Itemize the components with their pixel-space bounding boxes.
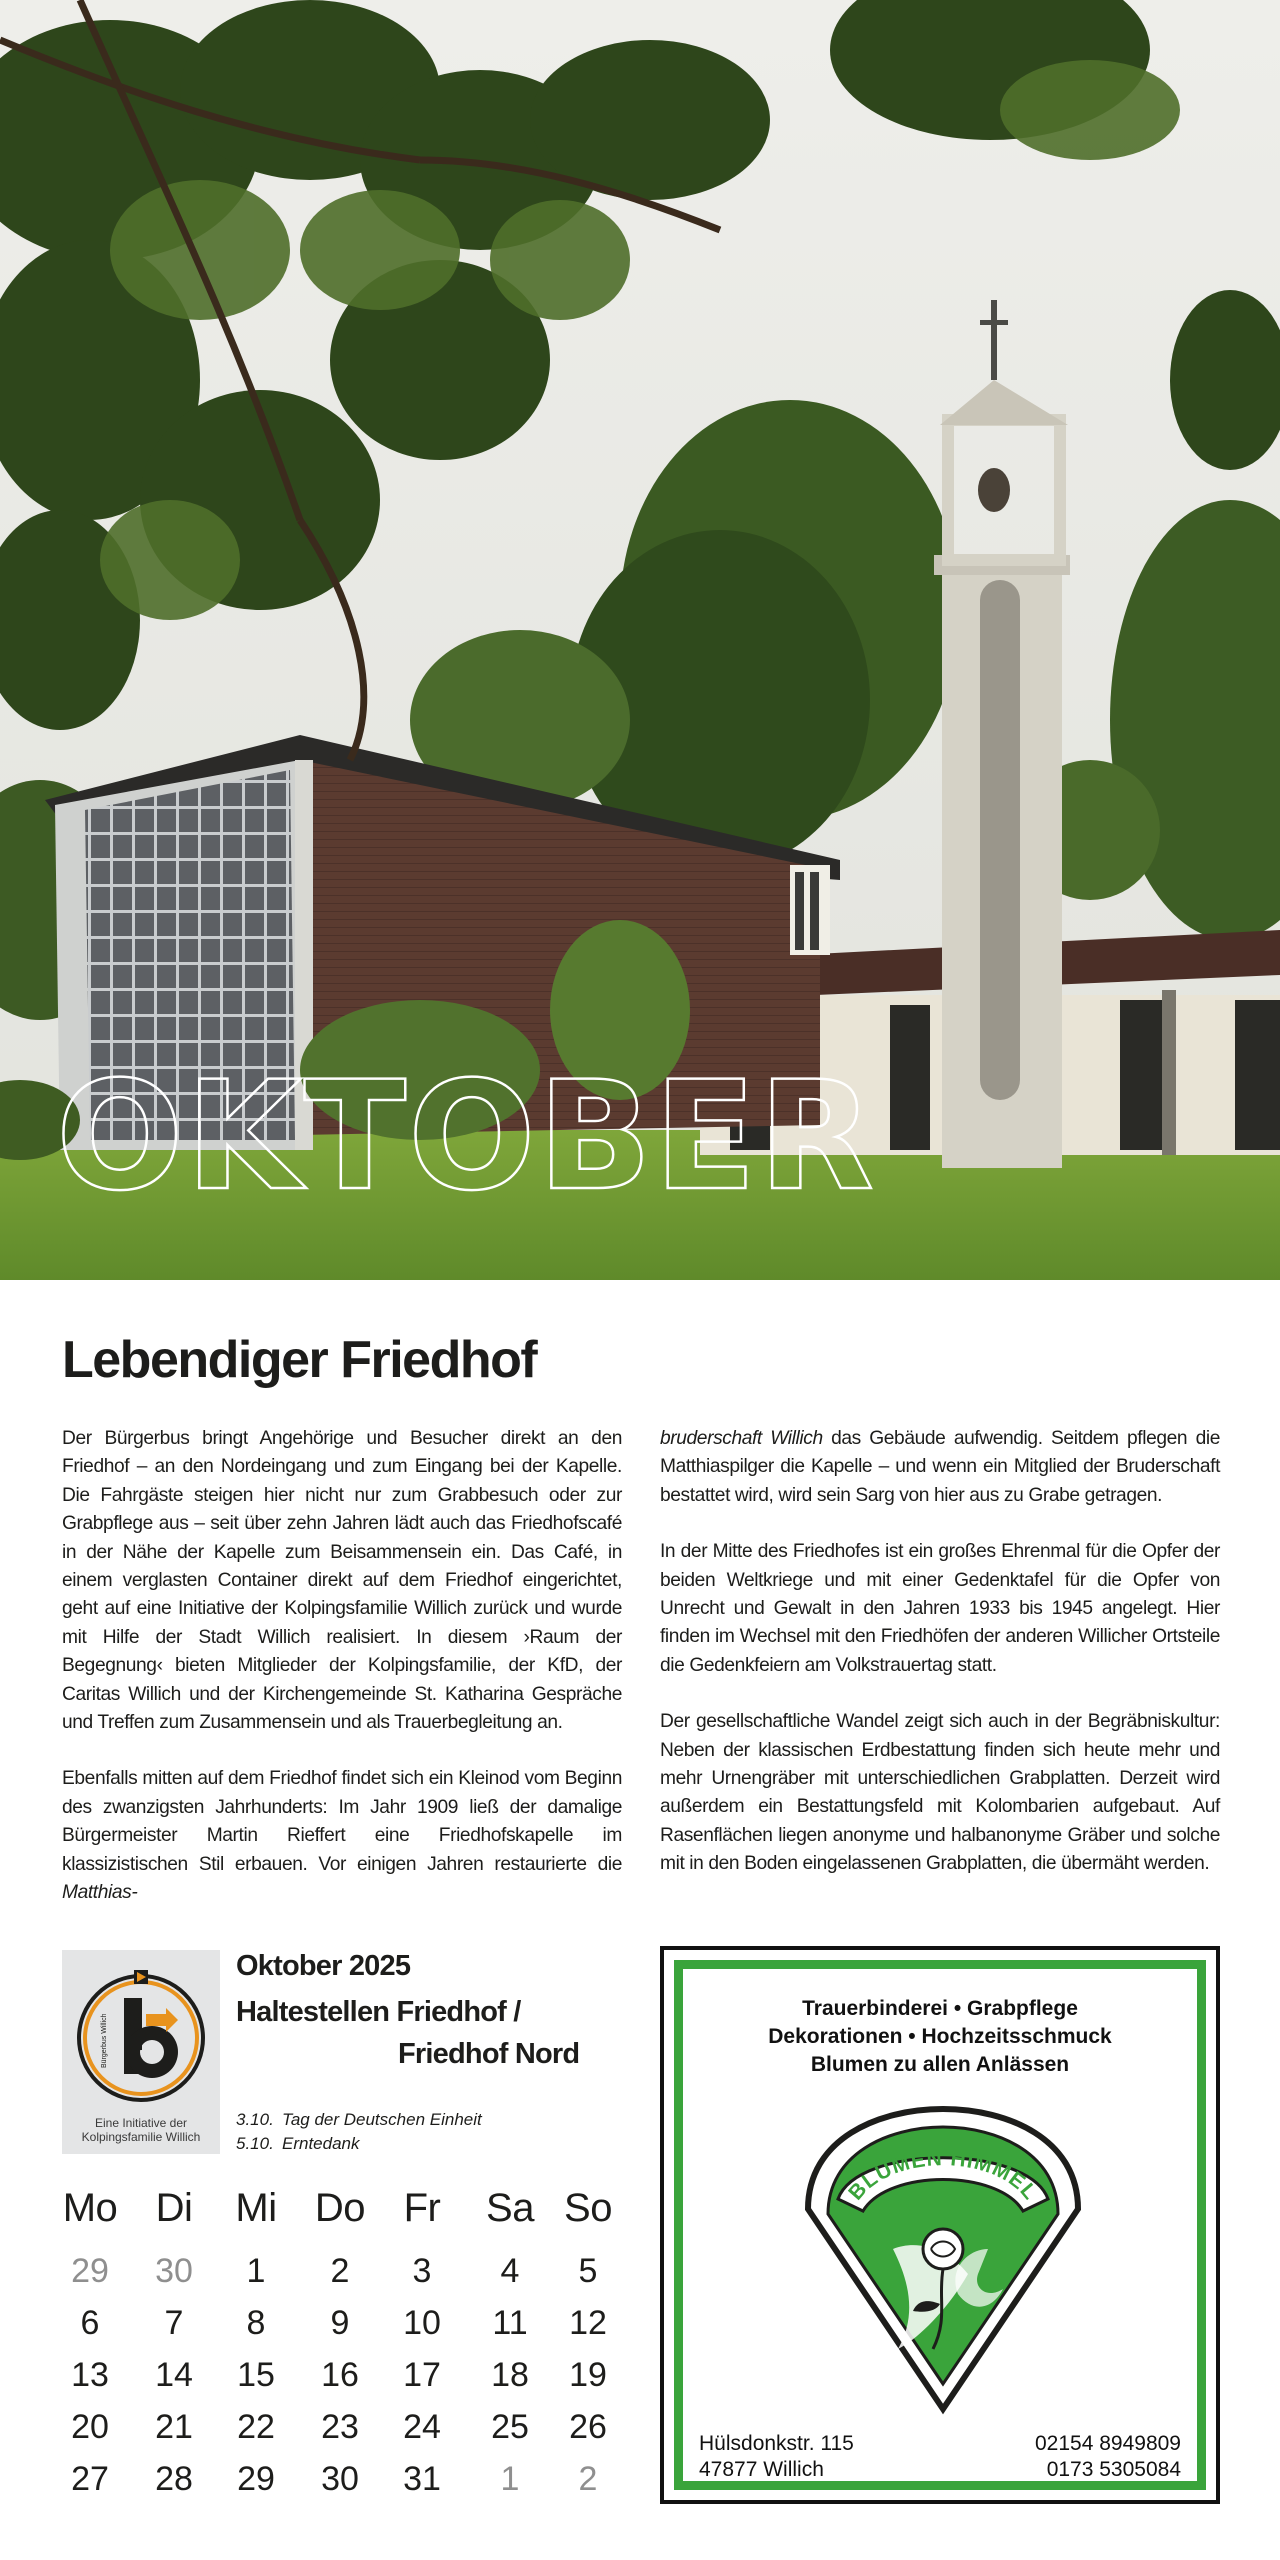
calendar-day: 21 — [155, 2408, 193, 2446]
holiday-item: 3.10. Tag der Deutschen Einheit — [236, 2110, 482, 2129]
calendar-day: 24 — [403, 2408, 441, 2446]
weekday-label: Fr — [403, 2186, 441, 2230]
svg-text:Bürgerbus Willich: Bürgerbus Willich — [101, 2013, 108, 2068]
weekday-label: Di — [155, 2186, 193, 2230]
ad-service-line: Trauerbinderei • Grabpflege — [802, 1997, 1078, 2020]
holiday-list — [236, 2108, 482, 2156]
calendar-week-row — [62, 2304, 622, 2354]
article-paragraph: In der Mitte des Friedhofes ist ein großes Ehrenmal für die Opfer der beiden Weltkriege und mit einer Gedenktafel für die Opfer von Unrecht und Gewalt in den Jahren 1933 bis 1945 angelegt. Hier finden im Wechsel mit den Friedhöfen der anderen Willicher Ortsteile die Gedenkfeiern am Volkstrauertag statt. — [660, 1541, 1220, 1676]
weekday-header — [62, 2186, 622, 2236]
calendar-day: 25 — [491, 2408, 529, 2446]
weekday-label: Mo — [62, 2186, 118, 2230]
svg-text:BLUMEN HIMMEL: BLUMEN HIMMEL — [844, 2147, 1042, 2205]
calendar-day: 30 — [321, 2460, 359, 2498]
article-paragraph: Ebenfalls mitten auf dem Friedhof findet sich ein Kleinod vom Beginn des zwanzigsten Jahrhunderts: Im Jahr 1909 ließ der damalige Bürgermeister Martin Rieffert eine Friedhofskapelle im klassizistischen Stil erbauen. Vor einigen Jahren restaurierte die Matthias- — [62, 1768, 622, 1904]
calendar-day: 13 — [71, 2356, 109, 2394]
calendar-day: 9 — [330, 2304, 350, 2342]
calendar-day: 12 — [569, 2304, 607, 2342]
calendar-day-adjacent-month: 2 — [578, 2460, 598, 2498]
calendar-day: 8 — [246, 2304, 266, 2342]
blumen-himmel-logo — [798, 2099, 1088, 2419]
calendar-day: 2 — [330, 2252, 350, 2290]
ad-phone-mobile: 0173 5305084 — [1046, 2458, 1181, 2481]
holiday-item: 5.10. Erntedank — [236, 2134, 360, 2153]
calendar-day: 17 — [403, 2356, 441, 2394]
calendar-day-adjacent-month: 29 — [71, 2252, 109, 2290]
article-column-left — [62, 1425, 622, 1936]
article-paragraph: Der gesellschaftliche Wandel zeigt sich auch in der Begräbniskultur: Neben der klassischen Erdbestattung finden sich heute mehr und mehr Urnengräber mit unterschiedlichen Grabplatten. Derzeit wird außerdem ein Bestattungsfeld mit Kolombarien aufgebaut. Auf Rasenflächen liegen anonyme und halbanonyme Gräber und solche mit in den Boden eingelassenen Grabplatten, die übermäht werden. — [660, 1711, 1220, 1875]
calendar-day: 5 — [578, 2252, 598, 2290]
buergerbus-logo — [62, 1950, 220, 2154]
calendar-day: 1 — [246, 2252, 266, 2290]
calendar-day: 6 — [80, 2304, 100, 2342]
calendar-day: 20 — [71, 2408, 109, 2446]
calendar-day: 16 — [321, 2356, 359, 2394]
calendar-day: 7 — [164, 2304, 184, 2342]
calendar-day: 29 — [237, 2460, 275, 2498]
ad-street: Hülsdonkstr. 115 — [699, 2432, 854, 2455]
logo-caption: Eine Initiative der Kolpingsfamilie Willich — [81, 2116, 201, 2144]
calendar-week-row — [62, 2356, 622, 2406]
calendar-week-row — [62, 2252, 622, 2302]
calendar-week-row — [62, 2460, 622, 2510]
month-title: OKTOBER — [56, 1050, 876, 1224]
ad-service-line: Dekorationen • Hochzeitsschmuck — [768, 2025, 1112, 2048]
ad-service-line: Blumen zu allen Anlässen — [810, 2053, 1070, 2076]
ad-green-border — [674, 1960, 1206, 2490]
weekday-label: So — [564, 2186, 612, 2230]
calendar-day: 15 — [237, 2356, 275, 2394]
calendar-title: Oktober 2025 — [236, 1950, 411, 1982]
florist-advertisement — [660, 1946, 1220, 2504]
ad-phone-landline: 02154 8949809 — [1035, 2432, 1181, 2455]
calendar-day: 27 — [71, 2460, 109, 2498]
weekday-label: Do — [314, 2186, 366, 2230]
calendar-day: 26 — [569, 2408, 607, 2446]
ad-city: 47877 Willich — [699, 2458, 824, 2481]
calendar-day: 28 — [155, 2460, 193, 2498]
article-headline: Lebendiger Friedhof — [62, 1331, 537, 1389]
weekday-label: Sa — [486, 2186, 534, 2230]
calendar-day: 4 — [500, 2252, 520, 2290]
article-paragraph: Der Bürgerbus bringt Angehörige und Besucher direkt an den Friedhof – an den Nordeingang und zum Eingang bei der Kapelle. Die Fahrgäste steigen hier nicht nur zum Grabbesuch oder zur Grabpflege aus – seit über zehn Jahren lädt auch das Friedhofscafé in der Nähe der Kapelle zum Beisammensein ein. Das Café, in einem verglasten Container direkt auf dem Friedhof eingerichtet, geht auf eine Initiative der Kolpingsfamilie Willich zurück und wurde mit Hilfe der Stadt Willich realisiert. In diesem ›Raum der Begegnung‹ bieten Mitglieder der Kolpingsfamilie, der KfD, der Caritas Willich und der Kirchengemeinde St. Katharina Gespräche und Treffen zum Zusammensein und als Trauerbegleitung an. — [62, 1428, 622, 1734]
calendar-day: 10 — [403, 2304, 441, 2342]
article-column-right — [660, 1425, 1220, 1907]
calendar-day: 11 — [492, 2304, 528, 2342]
calendar-day: 3 — [412, 2252, 432, 2290]
calendar-day: 14 — [155, 2356, 193, 2394]
article-paragraph: bruderschaft Willich das Gebäude aufwendig. Seitdem pflegen die Matthiaspilger die Kapelle – und wenn ein Mitglied der Bruderschaft bestattet wird, wird sein Sarg von hier aus zu Grabe getragen. — [660, 1428, 1220, 1506]
calendar-week-row — [62, 2408, 622, 2458]
calendar-day: 19 — [569, 2356, 607, 2394]
calendar-day: 22 — [237, 2408, 275, 2446]
calendar-day: 23 — [321, 2408, 359, 2446]
buergerbus-logo-icon — [62, 1950, 220, 2110]
calendar-day-adjacent-month: 30 — [155, 2252, 193, 2290]
weekday-label: Mi — [235, 2186, 277, 2230]
calendar-subtitle: Haltestellen Friedhof / — [236, 1996, 521, 2028]
calendar-day: 18 — [491, 2356, 529, 2394]
calendar-day: 31 — [403, 2460, 441, 2498]
calendar-subtitle-2: Friedhof Nord — [398, 2038, 580, 2070]
calendar-day-adjacent-month: 1 — [500, 2460, 520, 2498]
